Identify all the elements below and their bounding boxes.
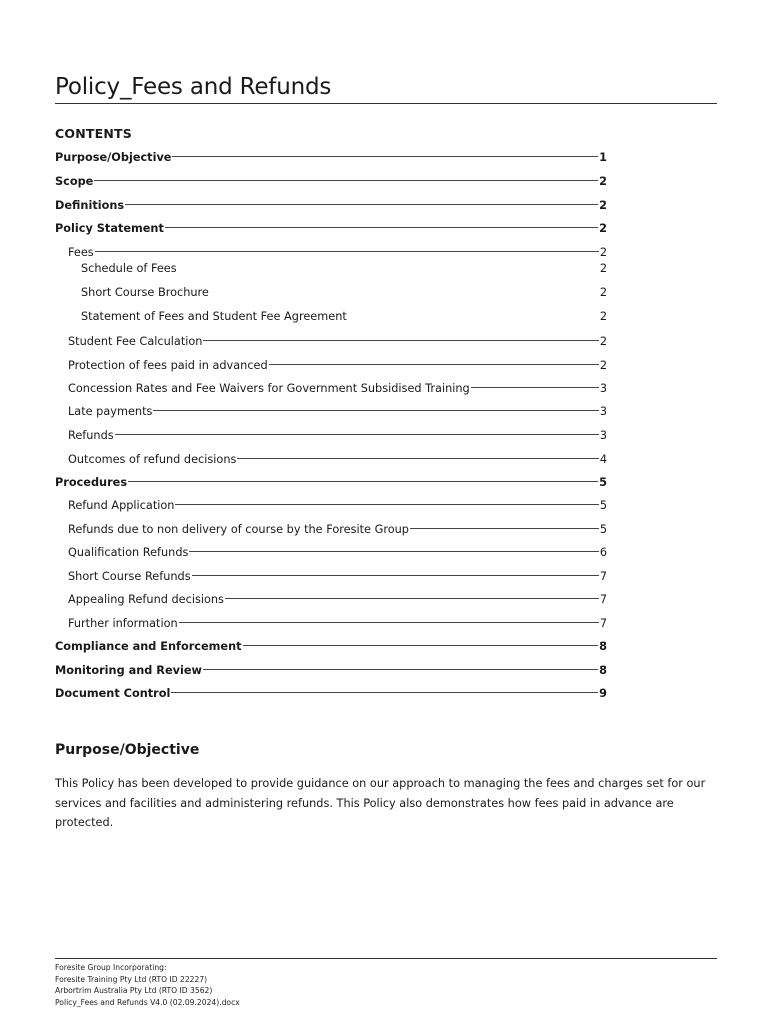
toc-entry[interactable] xyxy=(55,661,607,681)
toc-entry-label: Fees xyxy=(68,246,94,259)
toc-entry-label: Student Fee Calculation xyxy=(68,335,203,348)
purpose-heading: Purpose/Objective xyxy=(55,742,200,758)
toc-leader xyxy=(203,669,598,670)
toc-leader xyxy=(128,481,598,482)
toc-entry-label: Definitions xyxy=(55,199,125,212)
toc-entry[interactable] xyxy=(55,356,607,376)
toc-entry[interactable] xyxy=(55,567,607,587)
toc-entry-page: 2 xyxy=(599,286,607,299)
toc-entry-label: Late payments xyxy=(68,405,153,418)
toc-entry[interactable] xyxy=(55,450,607,470)
toc-leader xyxy=(410,528,599,529)
footer-line: Arbortrim Australia Pty Ltd (RTO ID 3562) xyxy=(55,986,213,995)
toc-leader xyxy=(95,251,599,252)
toc-entry[interactable] xyxy=(55,172,607,192)
toc-entry-page: 2 xyxy=(599,246,607,259)
toc-entry-label: Refunds due to non delivery of course by the Foresite Group xyxy=(68,523,409,536)
toc-entry[interactable] xyxy=(55,496,607,516)
toc-entry-label: Outcomes of refund decisions xyxy=(68,453,237,466)
toc-leader xyxy=(165,227,598,228)
toc-entry[interactable] xyxy=(55,196,607,216)
toc-entry[interactable] xyxy=(55,543,607,563)
toc-entry-page: 9 xyxy=(599,687,607,700)
toc-leader xyxy=(237,458,598,459)
toc-leader xyxy=(175,504,598,505)
toc-entry-page: 5 xyxy=(599,499,607,512)
toc-entry-page: 2 xyxy=(599,335,607,348)
toc-entry-label: Procedures xyxy=(55,476,128,489)
footer-line: Policy_Fees and Refunds V4.0 (02.09.2024).docx xyxy=(55,997,240,1007)
toc-entry-label: Further information xyxy=(68,617,178,630)
toc-entry[interactable] xyxy=(55,219,607,239)
toc-entry-page: 2 xyxy=(599,222,607,235)
toc-entry-page: 2 xyxy=(599,359,607,372)
toc-entry-label: Concession Rates and Fee Waivers for Government Subsidised Training xyxy=(68,382,470,395)
toc-leader xyxy=(172,156,598,157)
contents-heading: CONTENTS xyxy=(55,126,132,141)
toc-entry[interactable] xyxy=(55,520,607,540)
toc-leader xyxy=(203,340,598,341)
toc-entry-page: 4 xyxy=(599,453,607,466)
toc-entry-page: 3 xyxy=(599,382,607,395)
toc-entry[interactable] xyxy=(55,426,607,446)
toc-leader xyxy=(471,387,599,388)
toc-leader xyxy=(269,364,599,365)
toc-entry-label: Qualification Refunds xyxy=(68,546,189,559)
toc-leader xyxy=(243,645,599,646)
toc-entry-label: Refunds xyxy=(68,429,114,442)
toc-leader xyxy=(179,622,599,623)
toc-entry-label: Compliance and Enforcement xyxy=(55,640,242,653)
document-page xyxy=(55,0,717,1024)
toc-entry-label: Short Course Brochure xyxy=(81,286,209,299)
toc-entry-page: 5 xyxy=(599,476,607,489)
toc-entry[interactable] xyxy=(55,614,607,634)
purpose-paragraph: This Policy has been developed to provide guidance on our approach to managing the fees and charges set for our services and facilities and administering refunds. This Policy also demonstrates how fees paid in advance are protected. xyxy=(55,777,706,829)
toc-entry-label: Schedule of Fees xyxy=(81,262,177,275)
toc-entry-page: 7 xyxy=(599,570,607,583)
toc-entry-label: Refund Application xyxy=(68,499,175,512)
toc-entry-page: 8 xyxy=(599,640,607,653)
toc-entry-label: Short Course Refunds xyxy=(68,570,191,583)
toc-entry-page: 1 xyxy=(599,151,607,164)
toc-entry-label: Appealing Refund decisions xyxy=(68,593,224,606)
toc-entry-label: Purpose/Objective xyxy=(55,151,172,164)
footer-line: Foresite Group Incorporating: xyxy=(55,963,167,972)
toc-entry-label: Scope xyxy=(55,175,94,188)
toc-entry-page: 2 xyxy=(599,310,607,323)
toc-leader xyxy=(189,551,598,552)
toc-entry[interactable] xyxy=(55,684,607,704)
toc-entry-page: 7 xyxy=(599,593,607,606)
toc-entry[interactable] xyxy=(55,402,607,422)
toc-leader xyxy=(125,204,598,205)
toc-entry-label: Policy Statement xyxy=(55,222,164,235)
footer-line: Foresite Training Pty Ltd (RTO ID 22227) xyxy=(55,974,208,984)
toc-entry[interactable] xyxy=(55,590,607,610)
toc-entry-page: 7 xyxy=(599,617,607,630)
toc-entry[interactable] xyxy=(55,332,607,352)
toc-entry-label: Monitoring and Review xyxy=(55,664,202,677)
toc-entry-page: 3 xyxy=(599,405,607,418)
toc-entry[interactable] xyxy=(55,259,607,279)
toc-entry-label: Document Control xyxy=(55,687,171,700)
page-footer xyxy=(55,958,717,1008)
toc-entry-page: 2 xyxy=(599,175,607,188)
toc-leader xyxy=(94,180,598,181)
toc-entry-page: 3 xyxy=(599,429,607,442)
toc-entry-page: 8 xyxy=(599,664,607,677)
toc-entry[interactable] xyxy=(55,379,607,399)
toc-leader xyxy=(192,575,599,576)
toc-entry[interactable] xyxy=(55,283,607,303)
toc-leader xyxy=(225,598,599,599)
toc-entry[interactable] xyxy=(55,473,607,493)
toc-entry-page: 2 xyxy=(599,199,607,212)
toc-entry-page: 2 xyxy=(599,262,607,275)
toc-entry-page: 6 xyxy=(599,546,607,559)
toc-entry[interactable] xyxy=(55,307,607,327)
toc-leader xyxy=(115,434,599,435)
toc-leader xyxy=(153,410,598,411)
toc-entry[interactable] xyxy=(55,637,607,657)
toc-leader xyxy=(171,692,598,693)
toc-entry-page: 5 xyxy=(599,523,607,536)
toc-entry-label: Protection of fees paid in advanced xyxy=(68,359,268,372)
document-title: Policy_Fees and Refunds xyxy=(55,72,717,104)
toc-entry[interactable] xyxy=(55,148,607,168)
toc-entry-label: Statement of Fees and Student Fee Agreement xyxy=(81,310,347,323)
